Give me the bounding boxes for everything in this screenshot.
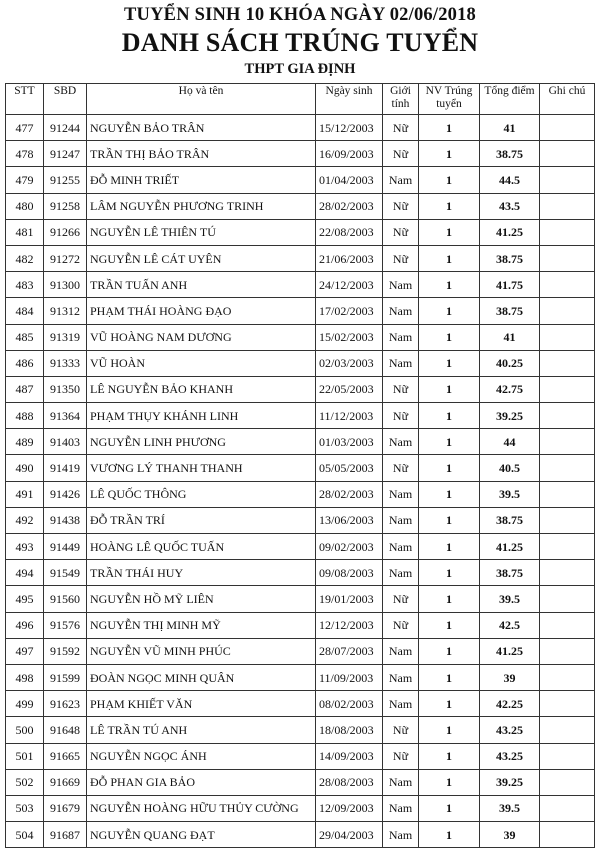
column-header-name: Họ và tên bbox=[87, 84, 316, 115]
cell-score: 39.5 bbox=[480, 586, 540, 612]
list-title: DANH SÁCH TRÚNG TUYỂN bbox=[121, 28, 479, 57]
cell-note bbox=[540, 324, 595, 350]
cell-dob: 17/02/2003 bbox=[316, 298, 383, 324]
cell-stt: 501 bbox=[6, 743, 44, 769]
cell-name: LÂM NGUYỄN PHƯƠNG TRINH bbox=[87, 193, 316, 219]
cell-sbd: 91449 bbox=[44, 534, 87, 560]
cell-name: TRẦN THỊ BẢO TRÂN bbox=[87, 141, 316, 167]
column-header-nv: NV Trúng tuyển bbox=[419, 84, 480, 115]
cell-sbd: 91266 bbox=[44, 219, 87, 245]
cell-score: 41.75 bbox=[480, 272, 540, 298]
cell-stt: 482 bbox=[6, 245, 44, 271]
cell-score: 44.5 bbox=[480, 167, 540, 193]
cell-dob: 12/09/2003 bbox=[316, 795, 383, 821]
cell-stt: 496 bbox=[6, 612, 44, 638]
cell-score: 42.5 bbox=[480, 612, 540, 638]
cell-dob: 13/06/2003 bbox=[316, 507, 383, 533]
table-row bbox=[6, 691, 595, 717]
table-row bbox=[6, 822, 595, 848]
column-header-score: Tổng điểm bbox=[480, 84, 540, 115]
table-row bbox=[6, 638, 595, 664]
cell-sex: Nữ bbox=[383, 717, 419, 743]
cell-name: ĐỖ TRẦN TRÍ bbox=[87, 507, 316, 533]
table-row bbox=[6, 795, 595, 821]
cell-dob: 02/03/2003 bbox=[316, 350, 383, 376]
cell-sex: Nữ bbox=[383, 743, 419, 769]
cell-stt: 484 bbox=[6, 298, 44, 324]
cell-name: LÊ NGUYỄN BẢO KHANH bbox=[87, 376, 316, 402]
cell-sbd: 91419 bbox=[44, 455, 87, 481]
cell-name: ĐOÀN NGỌC MINH QUÂN bbox=[87, 664, 316, 690]
cell-sex: Nam bbox=[383, 298, 419, 324]
cell-sbd: 91560 bbox=[44, 586, 87, 612]
cell-score: 41 bbox=[480, 324, 540, 350]
cell-sbd: 91364 bbox=[44, 403, 87, 429]
cell-nv: 1 bbox=[419, 298, 480, 324]
cell-stt: 485 bbox=[6, 324, 44, 350]
cell-nv: 1 bbox=[419, 245, 480, 271]
cell-sex: Nam bbox=[383, 481, 419, 507]
cell-note bbox=[540, 429, 595, 455]
cell-nv: 1 bbox=[419, 141, 480, 167]
table-row bbox=[6, 560, 595, 586]
cell-sbd: 91426 bbox=[44, 481, 87, 507]
cell-sbd: 91648 bbox=[44, 717, 87, 743]
cell-sbd: 91403 bbox=[44, 429, 87, 455]
cell-dob: 29/04/2003 bbox=[316, 822, 383, 848]
cell-nv: 1 bbox=[419, 743, 480, 769]
cell-nv: 1 bbox=[419, 455, 480, 481]
cell-note bbox=[540, 245, 595, 271]
cell-score: 41.25 bbox=[480, 638, 540, 664]
cell-nv: 1 bbox=[419, 376, 480, 402]
table-row bbox=[6, 429, 595, 455]
cell-note bbox=[540, 586, 595, 612]
cell-note bbox=[540, 769, 595, 795]
cell-sex: Nam bbox=[383, 429, 419, 455]
column-header-stt: STT bbox=[6, 84, 44, 115]
cell-nv: 1 bbox=[419, 534, 480, 560]
cell-dob: 24/12/2003 bbox=[316, 272, 383, 298]
table-row bbox=[6, 115, 595, 141]
cell-nv: 1 bbox=[419, 167, 480, 193]
table-row bbox=[6, 403, 595, 429]
cell-nv: 1 bbox=[419, 560, 480, 586]
cell-nv: 1 bbox=[419, 664, 480, 690]
cell-nv: 1 bbox=[419, 403, 480, 429]
cell-score: 40.5 bbox=[480, 455, 540, 481]
table-row bbox=[6, 376, 595, 402]
cell-dob: 28/02/2003 bbox=[316, 193, 383, 219]
cell-name: VƯƠNG LÝ THANH THANH bbox=[87, 455, 316, 481]
cell-stt: 499 bbox=[6, 691, 44, 717]
cell-nv: 1 bbox=[419, 350, 480, 376]
cell-name: VŨ HOÀNG NAM DƯƠNG bbox=[87, 324, 316, 350]
cell-score: 41.25 bbox=[480, 534, 540, 560]
cell-stt: 495 bbox=[6, 586, 44, 612]
cell-sex: Nữ bbox=[383, 219, 419, 245]
cell-dob: 11/12/2003 bbox=[316, 403, 383, 429]
cell-name: TRẦN TUẤN ANH bbox=[87, 272, 316, 298]
cell-sex: Nữ bbox=[383, 115, 419, 141]
cell-sex: Nam bbox=[383, 691, 419, 717]
cell-note bbox=[540, 717, 595, 743]
cell-score: 43.5 bbox=[480, 193, 540, 219]
cell-sbd: 91319 bbox=[44, 324, 87, 350]
cell-sbd: 91687 bbox=[44, 822, 87, 848]
cell-score: 38.75 bbox=[480, 507, 540, 533]
cell-dob: 28/07/2003 bbox=[316, 638, 383, 664]
cell-name: LÊ TRẦN TÚ ANH bbox=[87, 717, 316, 743]
cell-sex: Nữ bbox=[383, 245, 419, 271]
table-body bbox=[6, 115, 595, 848]
cell-nv: 1 bbox=[419, 638, 480, 664]
cell-stt: 486 bbox=[6, 350, 44, 376]
cell-name: NGUYỄN THỊ MINH MỸ bbox=[87, 612, 316, 638]
cell-sex: Nam bbox=[383, 769, 419, 795]
cell-dob: 21/06/2003 bbox=[316, 245, 383, 271]
cell-note bbox=[540, 691, 595, 717]
cell-sbd: 91549 bbox=[44, 560, 87, 586]
cell-name: NGUYỄN VŨ MINH PHÚC bbox=[87, 638, 316, 664]
table-row bbox=[6, 324, 595, 350]
cell-sex: Nam bbox=[383, 664, 419, 690]
cell-stt: 502 bbox=[6, 769, 44, 795]
cell-stt: 504 bbox=[6, 822, 44, 848]
cell-dob: 01/04/2003 bbox=[316, 167, 383, 193]
cell-score: 42.25 bbox=[480, 691, 540, 717]
table-header bbox=[6, 84, 595, 115]
cell-sbd: 91300 bbox=[44, 272, 87, 298]
cell-dob: 12/12/2003 bbox=[316, 612, 383, 638]
cell-stt: 488 bbox=[6, 403, 44, 429]
cell-sex: Nam bbox=[383, 350, 419, 376]
cell-note bbox=[540, 612, 595, 638]
cell-nv: 1 bbox=[419, 219, 480, 245]
cell-stt: 491 bbox=[6, 481, 44, 507]
cell-note bbox=[540, 743, 595, 769]
cell-stt: 493 bbox=[6, 534, 44, 560]
cell-note bbox=[540, 219, 595, 245]
cell-name: PHẠM KHIẾT VĂN bbox=[87, 691, 316, 717]
cell-nv: 1 bbox=[419, 795, 480, 821]
cell-note bbox=[540, 115, 595, 141]
cell-name: NGUYỄN LÊ THIÊN TÚ bbox=[87, 219, 316, 245]
table-row bbox=[6, 245, 595, 271]
cell-note bbox=[540, 350, 595, 376]
cell-score: 40.25 bbox=[480, 350, 540, 376]
cell-sbd: 91679 bbox=[44, 795, 87, 821]
cell-sbd: 91576 bbox=[44, 612, 87, 638]
cell-dob: 18/08/2003 bbox=[316, 717, 383, 743]
table-row bbox=[6, 612, 595, 638]
table-row bbox=[6, 219, 595, 245]
cell-sex: Nữ bbox=[383, 193, 419, 219]
cell-name: ĐỖ PHAN GIA BẢO bbox=[87, 769, 316, 795]
cell-sex: Nam bbox=[383, 638, 419, 664]
cell-sex: Nam bbox=[383, 822, 419, 848]
cell-score: 38.75 bbox=[480, 245, 540, 271]
cell-name: NGUYỄN HOÀNG HỮU THỦY CƯỜNG bbox=[87, 795, 316, 821]
table-row bbox=[6, 141, 595, 167]
cell-sbd: 91247 bbox=[44, 141, 87, 167]
cell-dob: 01/03/2003 bbox=[316, 429, 383, 455]
cell-nv: 1 bbox=[419, 429, 480, 455]
cell-score: 38.75 bbox=[480, 141, 540, 167]
cell-nv: 1 bbox=[419, 586, 480, 612]
cell-sbd: 91312 bbox=[44, 298, 87, 324]
cell-name: NGUYỄN NGỌC ÁNH bbox=[87, 743, 316, 769]
cell-sex: Nam bbox=[383, 560, 419, 586]
column-header-note: Ghi chú bbox=[540, 84, 595, 115]
cell-stt: 500 bbox=[6, 717, 44, 743]
cell-sex: Nữ bbox=[383, 455, 419, 481]
cell-stt: 483 bbox=[6, 272, 44, 298]
table-row bbox=[6, 664, 595, 690]
cell-name: NGUYỄN BẢO TRÂN bbox=[87, 115, 316, 141]
cell-nv: 1 bbox=[419, 481, 480, 507]
cell-dob: 15/02/2003 bbox=[316, 324, 383, 350]
cell-sbd: 91623 bbox=[44, 691, 87, 717]
cell-note bbox=[540, 638, 595, 664]
admission-table bbox=[5, 83, 595, 848]
cell-nv: 1 bbox=[419, 612, 480, 638]
cell-score: 39 bbox=[480, 664, 540, 690]
cell-sex: Nữ bbox=[383, 141, 419, 167]
cell-note bbox=[540, 455, 595, 481]
cell-stt: 498 bbox=[6, 664, 44, 690]
cell-stt: 478 bbox=[6, 141, 44, 167]
cell-dob: 28/02/2003 bbox=[316, 481, 383, 507]
table-row bbox=[6, 167, 595, 193]
cell-note bbox=[540, 376, 595, 402]
cell-note bbox=[540, 822, 595, 848]
table-row bbox=[6, 769, 595, 795]
cell-sbd: 91258 bbox=[44, 193, 87, 219]
cell-stt: 479 bbox=[6, 167, 44, 193]
table-row bbox=[6, 193, 595, 219]
cell-score: 41 bbox=[480, 115, 540, 141]
cell-nv: 1 bbox=[419, 324, 480, 350]
cell-dob: 05/05/2003 bbox=[316, 455, 383, 481]
table-row bbox=[6, 507, 595, 533]
cell-dob: 09/02/2003 bbox=[316, 534, 383, 560]
cell-score: 42.75 bbox=[480, 376, 540, 402]
cell-sbd: 91438 bbox=[44, 507, 87, 533]
cell-name: NGUYỄN HỒ MỸ LIÊN bbox=[87, 586, 316, 612]
cell-dob: 19/01/2003 bbox=[316, 586, 383, 612]
cell-sex: Nam bbox=[383, 324, 419, 350]
cell-name: NGUYỄN QUANG ĐẠT bbox=[87, 822, 316, 848]
cell-name: VŨ HOÀN bbox=[87, 350, 316, 376]
cell-dob: 14/09/2003 bbox=[316, 743, 383, 769]
cell-score: 39.5 bbox=[480, 481, 540, 507]
cell-stt: 487 bbox=[6, 376, 44, 402]
cell-sex: Nam bbox=[383, 507, 419, 533]
cell-name: NGUYỄN LINH PHƯƠNG bbox=[87, 429, 316, 455]
cell-stt: 490 bbox=[6, 455, 44, 481]
cell-stt: 481 bbox=[6, 219, 44, 245]
cell-score: 39.25 bbox=[480, 769, 540, 795]
cell-nv: 1 bbox=[419, 272, 480, 298]
cell-dob: 15/12/2003 bbox=[316, 115, 383, 141]
cell-dob: 08/02/2003 bbox=[316, 691, 383, 717]
table-row bbox=[6, 350, 595, 376]
cell-note bbox=[540, 193, 595, 219]
table-row bbox=[6, 586, 595, 612]
cell-note bbox=[540, 141, 595, 167]
cell-stt: 497 bbox=[6, 638, 44, 664]
cell-sex: Nữ bbox=[383, 376, 419, 402]
cell-nv: 1 bbox=[419, 507, 480, 533]
cell-score: 43.25 bbox=[480, 717, 540, 743]
cell-nv: 1 bbox=[419, 717, 480, 743]
table-row bbox=[6, 272, 595, 298]
cell-nv: 1 bbox=[419, 115, 480, 141]
cell-sex: Nam bbox=[383, 167, 419, 193]
cell-score: 38.75 bbox=[480, 298, 540, 324]
cell-score: 44 bbox=[480, 429, 540, 455]
cell-score: 39 bbox=[480, 822, 540, 848]
cell-note bbox=[540, 664, 595, 690]
cell-note bbox=[540, 272, 595, 298]
cell-sbd: 91255 bbox=[44, 167, 87, 193]
cell-name: LÊ QUỐC THÔNG bbox=[87, 481, 316, 507]
cell-name: PHẠM THÁI HOÀNG ĐẠO bbox=[87, 298, 316, 324]
cell-score: 39.25 bbox=[480, 403, 540, 429]
cell-stt: 480 bbox=[6, 193, 44, 219]
cell-sex: Nữ bbox=[383, 586, 419, 612]
cell-nv: 1 bbox=[419, 193, 480, 219]
cell-sex: Nữ bbox=[383, 612, 419, 638]
cell-sex: Nam bbox=[383, 795, 419, 821]
cell-note bbox=[540, 507, 595, 533]
school-name: THPT GIA ĐỊNH bbox=[244, 61, 356, 77]
cell-dob: 11/09/2003 bbox=[316, 664, 383, 690]
table-row bbox=[6, 455, 595, 481]
cell-stt: 503 bbox=[6, 795, 44, 821]
cell-sex: Nam bbox=[383, 534, 419, 560]
cell-sex: Nam bbox=[383, 272, 419, 298]
cell-score: 39.5 bbox=[480, 795, 540, 821]
cell-dob: 22/08/2003 bbox=[316, 219, 383, 245]
cell-sex: Nữ bbox=[383, 403, 419, 429]
header-row bbox=[6, 84, 595, 115]
cell-nv: 1 bbox=[419, 769, 480, 795]
cell-name: HOÀNG LÊ QUỐC TUẤN bbox=[87, 534, 316, 560]
cell-note bbox=[540, 795, 595, 821]
exam-title: TUYỂN SINH 10 KHÓA NGÀY 02/06/2018 bbox=[124, 5, 476, 25]
cell-note bbox=[540, 560, 595, 586]
cell-dob: 28/08/2003 bbox=[316, 769, 383, 795]
cell-stt: 477 bbox=[6, 115, 44, 141]
cell-stt: 489 bbox=[6, 429, 44, 455]
cell-stt: 494 bbox=[6, 560, 44, 586]
cell-nv: 1 bbox=[419, 691, 480, 717]
cell-score: 41.25 bbox=[480, 219, 540, 245]
cell-note bbox=[540, 481, 595, 507]
cell-sbd: 91665 bbox=[44, 743, 87, 769]
cell-sbd: 91333 bbox=[44, 350, 87, 376]
cell-sbd: 91599 bbox=[44, 664, 87, 690]
cell-note bbox=[540, 403, 595, 429]
cell-sbd: 91272 bbox=[44, 245, 87, 271]
cell-sbd: 91669 bbox=[44, 769, 87, 795]
table-row bbox=[6, 481, 595, 507]
column-header-sex: Giới tính bbox=[383, 84, 419, 115]
cell-note bbox=[540, 167, 595, 193]
cell-stt: 492 bbox=[6, 507, 44, 533]
cell-name: TRẦN THÁI HUY bbox=[87, 560, 316, 586]
cell-nv: 1 bbox=[419, 822, 480, 848]
cell-sbd: 91350 bbox=[44, 376, 87, 402]
cell-note bbox=[540, 534, 595, 560]
cell-name: PHẠM THỤY KHÁNH LINH bbox=[87, 403, 316, 429]
table-row bbox=[6, 534, 595, 560]
cell-score: 38.75 bbox=[480, 560, 540, 586]
cell-note bbox=[540, 298, 595, 324]
column-header-dob: Ngày sinh bbox=[316, 84, 383, 115]
cell-dob: 09/08/2003 bbox=[316, 560, 383, 586]
table-row bbox=[6, 298, 595, 324]
table-row bbox=[6, 717, 595, 743]
cell-dob: 16/09/2003 bbox=[316, 141, 383, 167]
column-header-sbd: SBD bbox=[44, 84, 87, 115]
cell-name: NGUYỄN LÊ CÁT UYÊN bbox=[87, 245, 316, 271]
cell-name: ĐỖ MINH TRIẾT bbox=[87, 167, 316, 193]
cell-score: 43.25 bbox=[480, 743, 540, 769]
cell-dob: 22/05/2003 bbox=[316, 376, 383, 402]
table-row bbox=[6, 743, 595, 769]
cell-sbd: 91592 bbox=[44, 638, 87, 664]
cell-sbd: 91244 bbox=[44, 115, 87, 141]
